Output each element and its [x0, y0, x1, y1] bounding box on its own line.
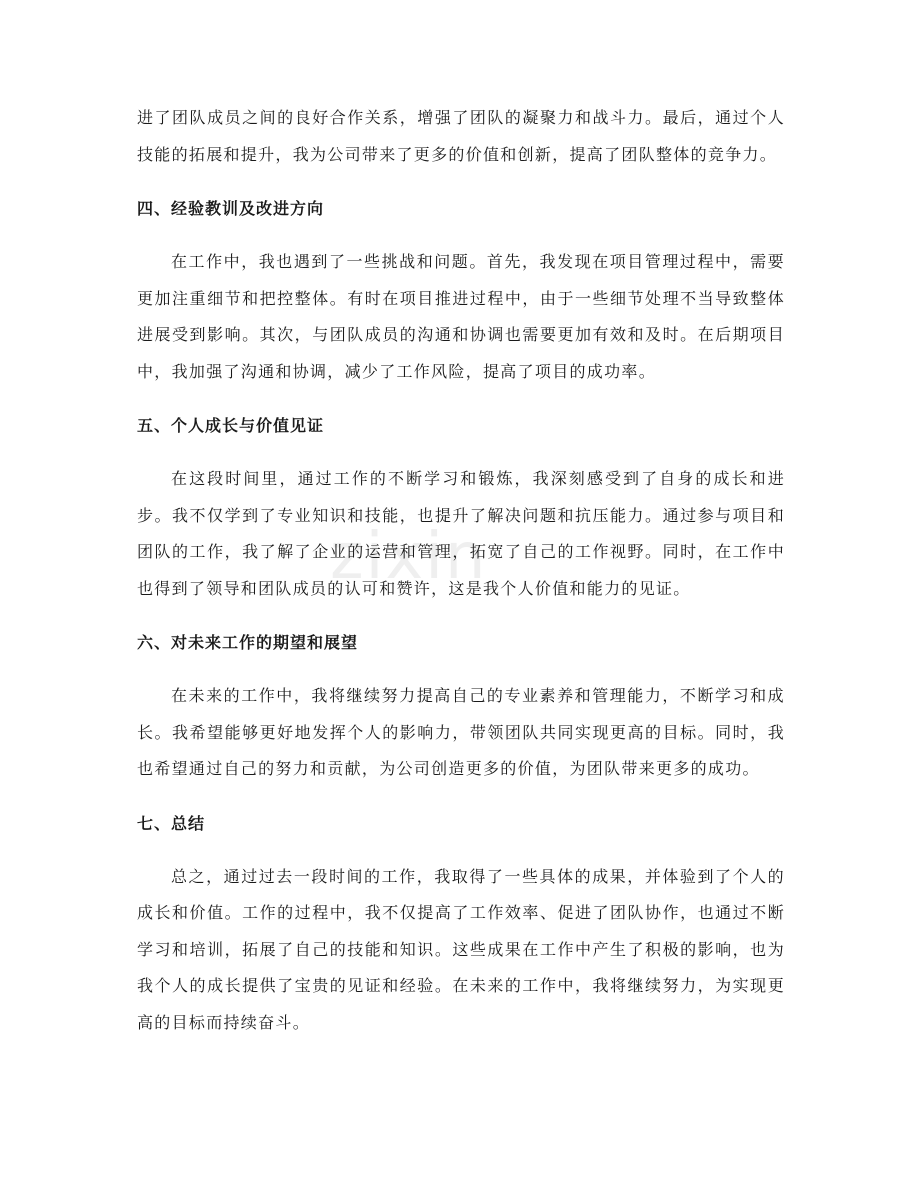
section-heading-5: 五、个人成长与价值见证: [137, 416, 325, 435]
section-body-5: 在这段时间里，通过工作的不断学习和锻炼，我深刻感受到了自身的成长和进步。我不仅学到了专业知识和技能，也提升了解决问题和抗压能力。通过参与项目和团队的工作，我了解了企业的运营和管理，拓宽了自己的工作视野。同时，在工作中也得到了领导和团队成员的认可和赞许，这是我个人价值和能力的见证。: [137, 469, 785, 598]
intro-paragraph: 进了团队成员之间的良好合作关系，增强了团队的凝聚力和战斗力。最后，通过个人技能的拓展和提升，我为公司带来了更多的价值和创新，提高了团队整体的竞争力。: [137, 108, 785, 164]
section-body-7: 总之，通过过去一段时间的工作，我取得了一些具体的成果，并体验到了个人的成长和价值。工作的过程中，我不仅提高了工作效率、促进了团队协作，也通过不断学习和培训，拓展了自己的技能和知识。这些成果在工作中产生了积极的影响，也为我个人的成长提供了宝贵的见证和经验。在未来的工作中，我将继续努力，为实现更高的目标而持续奋斗。: [137, 866, 785, 1032]
document-page: [137, 100, 785, 1041]
watermark: zixin: [330, 520, 488, 594]
section-heading-4: 四、经验教训及改进方向: [137, 199, 325, 218]
section-body-4: 在工作中，我也遇到了一些挑战和问题。首先，我发现在项目管理过程中，需要更加注重细节和把控整体。有时在项目推进过程中，由于一些细节处理不当导致整体进展受到影响。其次，与团队成员的沟通和协调也需要更加有效和及时。在后期项目中，我加强了沟通和协调，减少了工作风险，提高了项目的成功率。: [137, 252, 785, 381]
section-heading-7: 七、总结: [137, 813, 206, 833]
section-body-6: 在未来的工作中，我将继续努力提高自己的专业素养和管理能力，不断学习和成长。我希望能够更好地发挥个人的影响力，带领团队共同实现更高的目标。同时，我也希望通过自己的努力和贡献，为公司创造更多的价值，为团队带来更多的成功。: [137, 686, 785, 778]
section-heading-6: 六、对未来工作的期望和展望: [137, 633, 359, 652]
